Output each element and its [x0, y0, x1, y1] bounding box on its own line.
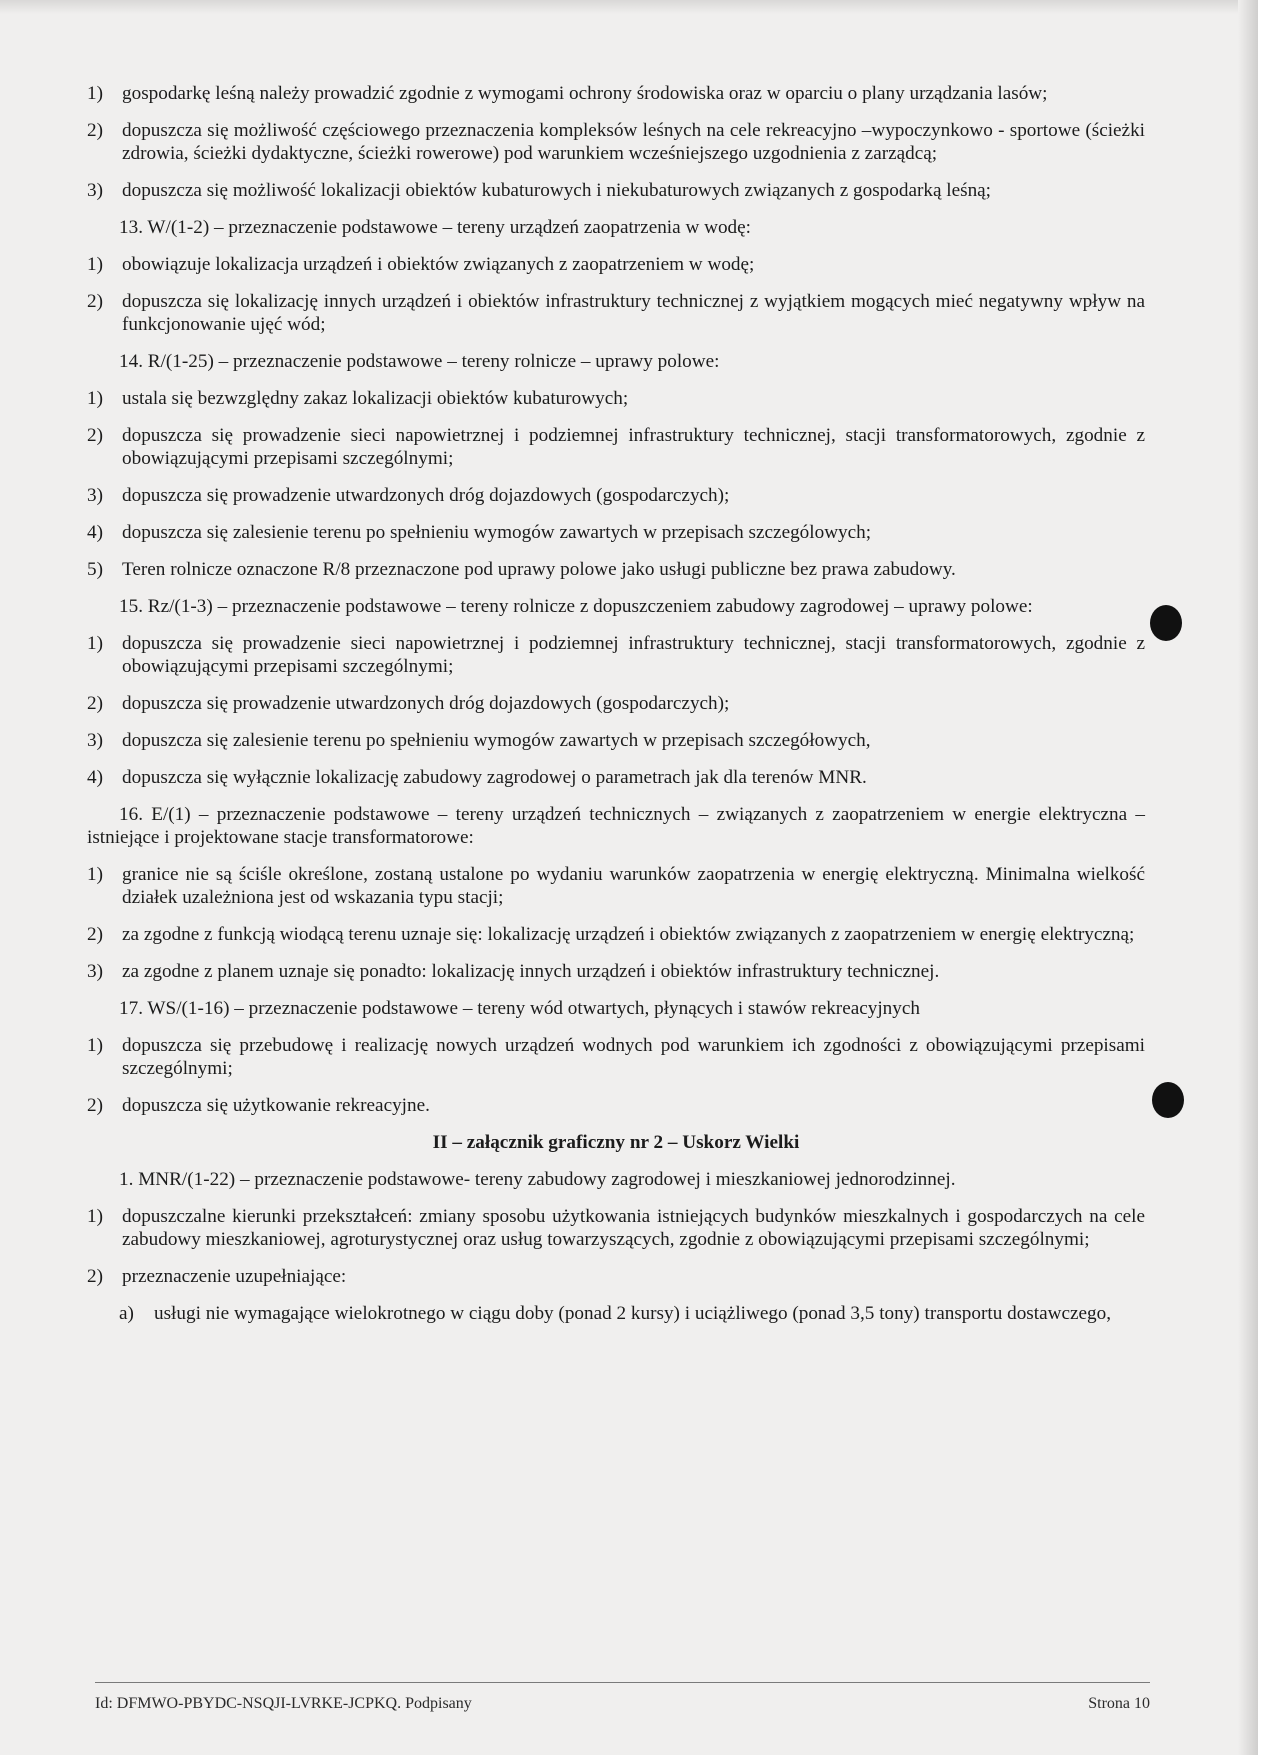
- list-item-number: 4): [87, 522, 103, 543]
- list-item-number: 2): [87, 1095, 103, 1116]
- list-item-number: 3): [87, 730, 103, 751]
- list-item-number: 2): [87, 924, 103, 945]
- list-item-text: dopuszcza się przebudowę i realizację nowych urządzeń wodnych pod warunkiem ich zgodności z obowiązującymi przepisami szczególnymi;: [122, 1035, 1145, 1079]
- list-item: [87, 1094, 1145, 1117]
- section-paragraph: 13. W/(1-2) – przeznaczenie podstawowe – tereny urządzeń zaopatrzenia w wodę:: [119, 217, 751, 238]
- list-item-text: za zgodne z planem uznaje się ponadto: lokalizację innych urządzeń i obiektów infrastruktury technicznej.: [122, 961, 940, 982]
- scan-shadow-top: [0, 0, 1258, 14]
- list-item: [87, 1265, 1145, 1288]
- list-item-text: dopuszcza się możliwość częściowego przeznaczenia kompleksów leśnych na cele rekreacyjno –wypoczynkowo - sportowe (ścieżki zdrowia, ścieżki dydaktyczne, ścieżki rowerowe) pod warunkiem wcześniejszego uzgodnienia z zarządcą;: [122, 120, 1145, 164]
- list-item-number: 5): [87, 559, 103, 580]
- list-item-text: granice nie są ściśle określone, zostaną ustalone po wydaniu warunków zaopatrzenia w energię elektryczną. Minimalna wielkość działek uzależniona jest od wskazania typu stacji;: [122, 864, 1145, 908]
- sub-list-item: [87, 1302, 1145, 1325]
- section-paragraph: 16. E/(1) – przeznaczenie podstawowe – tereny urządzeń technicznych – związanych z zaopatrzeniem w energie elektryczna – istniejące i projektowane stacje transformatorowe:: [87, 804, 1145, 848]
- list-item-text: za zgodne z funkcją wiodącą terenu uznaje się: lokalizację urządzeń i obiektów związanych z zaopatrzeniem w energię elektryczną;: [122, 924, 1135, 945]
- scan-shadow-right: [1238, 0, 1258, 1755]
- list-item: [87, 766, 1145, 789]
- section-heading: II – załącznik graficzny nr 2 – Uskorz Wielki: [432, 1132, 800, 1153]
- list-item: [87, 82, 1145, 105]
- list-item: [87, 424, 1145, 470]
- list-item-number: a): [119, 1303, 134, 1324]
- list-item-text: obowiązuje lokalizacja urządzeń i obiektów związanych z zaopatrzeniem w wodę;: [122, 254, 755, 275]
- list-item-number: 2): [87, 291, 103, 312]
- list-item-number: 3): [87, 961, 103, 982]
- list-item-text: ustala się bezwzględny zakaz lokalizacji obiektów kubaturowych;: [122, 388, 629, 409]
- list-item-text: dopuszcza się prowadzenie utwardzonych dróg dojazdowych (gospodarczych);: [122, 485, 730, 506]
- list-item-text: dopuszcza się lokalizację innych urządzeń i obiektów infrastruktury technicznej z wyjątkiem mogących mieć negatywny wpływ na funkcjonowanie ujęć wód;: [122, 291, 1145, 335]
- list-item-text: dopuszcza się prowadzenie sieci napowietrznej i podziemnej infrastruktury technicznej, stacji transformatorowych, zgodnie z obowiązującymi przepisami szczególnymi;: [122, 633, 1145, 677]
- list-item: [87, 521, 1145, 544]
- punch-hole-icon: [1152, 1082, 1184, 1118]
- list-item-number: 2): [87, 120, 103, 141]
- list-item: [87, 692, 1145, 715]
- list-item: [87, 387, 1145, 410]
- list-item-number: 1): [87, 83, 103, 104]
- list-item: [87, 484, 1145, 507]
- section-paragraph: 15. Rz/(1-3) – przeznaczenie podstawowe – tereny rolnicze z dopuszczeniem zabudowy zagrodowej – uprawy polowe:: [119, 596, 1033, 617]
- list-item: [87, 960, 1145, 983]
- list-item-text: dopuszczalne kierunki przekształceń: zmiany sposobu użytkowania istniejących budynków mieszkalnych i gospodarczych na cele zabudowy mieszkaniowej, agroturystycznej oraz usług towarzyszących, zgodnie z obowiązującymi przepisami szczególnymi;: [122, 1206, 1145, 1250]
- list-item-text: dopuszcza się możliwość lokalizacji obiektów kubaturowych i niekubaturowych związanych z gospodarką leśną;: [122, 180, 992, 201]
- list-item: [87, 632, 1145, 678]
- list-item-number: 1): [87, 254, 103, 275]
- list-item-number: 2): [87, 1266, 103, 1287]
- document-id: Id: DFMWO-PBYDC-NSQJI-LVRKE-JCPKQ. Podpisany: [95, 1695, 472, 1712]
- list-item-text: dopuszcza się zalesienie terenu po spełnieniu wymogów zawartych w przepisach szczegółowych,: [122, 730, 871, 751]
- list-item-number: 1): [87, 633, 103, 654]
- list-item: [87, 558, 1145, 581]
- list-item: [87, 863, 1145, 909]
- list-item-number: 3): [87, 485, 103, 506]
- list-item-number: 1): [87, 1035, 103, 1056]
- page-footer: [95, 1682, 1150, 1713]
- list-item: [87, 1034, 1145, 1080]
- section-paragraph: 1. MNR/(1-22) – przeznaczenie podstawowe- tereny zabudowy zagrodowej i mieszkaniowej jednorodzinnej.: [119, 1169, 956, 1190]
- page-number: Strona 10: [1088, 1695, 1150, 1712]
- document-body: [87, 82, 1145, 1339]
- list-item-number: 1): [87, 388, 103, 409]
- list-item-text: przeznaczenie uzupełniające:: [122, 1266, 347, 1287]
- list-item-text: usługi nie wymagające wielokrotnego w ciągu doby (ponad 2 kursy) i uciążliwego (ponad 3,5 tony) transportu dostawczego,: [154, 1303, 1111, 1324]
- list-item: [87, 729, 1145, 752]
- list-item-number: 2): [87, 693, 103, 714]
- list-item: [87, 1205, 1145, 1251]
- list-item-number: 2): [87, 425, 103, 446]
- list-item-number: 4): [87, 767, 103, 788]
- list-item: [87, 253, 1145, 276]
- list-item-text: dopuszcza się wyłącznie lokalizację zabudowy zagrodowej o parametrach jak dla terenów MNR.: [122, 767, 867, 788]
- punch-hole-icon: [1150, 605, 1182, 641]
- list-item-number: 1): [87, 1206, 103, 1227]
- list-item-text: dopuszcza się prowadzenie sieci napowietrznej i podziemnej infrastruktury technicznej, stacji transformatorowych, zgodnie z obowiązującymi przepisami szczególnymi;: [122, 425, 1145, 469]
- list-item-text: gospodarkę leśną należy prowadzić zgodnie z wymogami ochrony środowiska oraz w oparciu o plany urządzania lasów;: [122, 83, 1048, 104]
- list-item-number: 3): [87, 180, 103, 201]
- list-item-text: Teren rolnicze oznaczone R/8 przeznaczone pod uprawy polowe jako usługi publiczne bez prawa zabudowy.: [122, 559, 956, 580]
- list-item: [87, 119, 1145, 165]
- list-item: [87, 179, 1145, 202]
- section-paragraph: 14. R/(1-25) – przeznaczenie podstawowe – tereny rolnicze – uprawy polowe:: [119, 351, 720, 372]
- list-item-text: dopuszcza się zalesienie terenu po spełnieniu wymogów zawartych w przepisach szczególowych;: [122, 522, 872, 543]
- list-item-text: dopuszcza się prowadzenie utwardzonych dróg dojazdowych (gospodarczych);: [122, 693, 730, 714]
- list-item-text: dopuszcza się użytkowanie rekreacyjne.: [122, 1095, 430, 1116]
- list-item: [87, 923, 1145, 946]
- list-item-number: 1): [87, 864, 103, 885]
- section-paragraph: 17. WS/(1-16) – przeznaczenie podstawowe – tereny wód otwartych, płynących i stawów rekreacyjnych: [119, 998, 920, 1019]
- list-item: [87, 290, 1145, 336]
